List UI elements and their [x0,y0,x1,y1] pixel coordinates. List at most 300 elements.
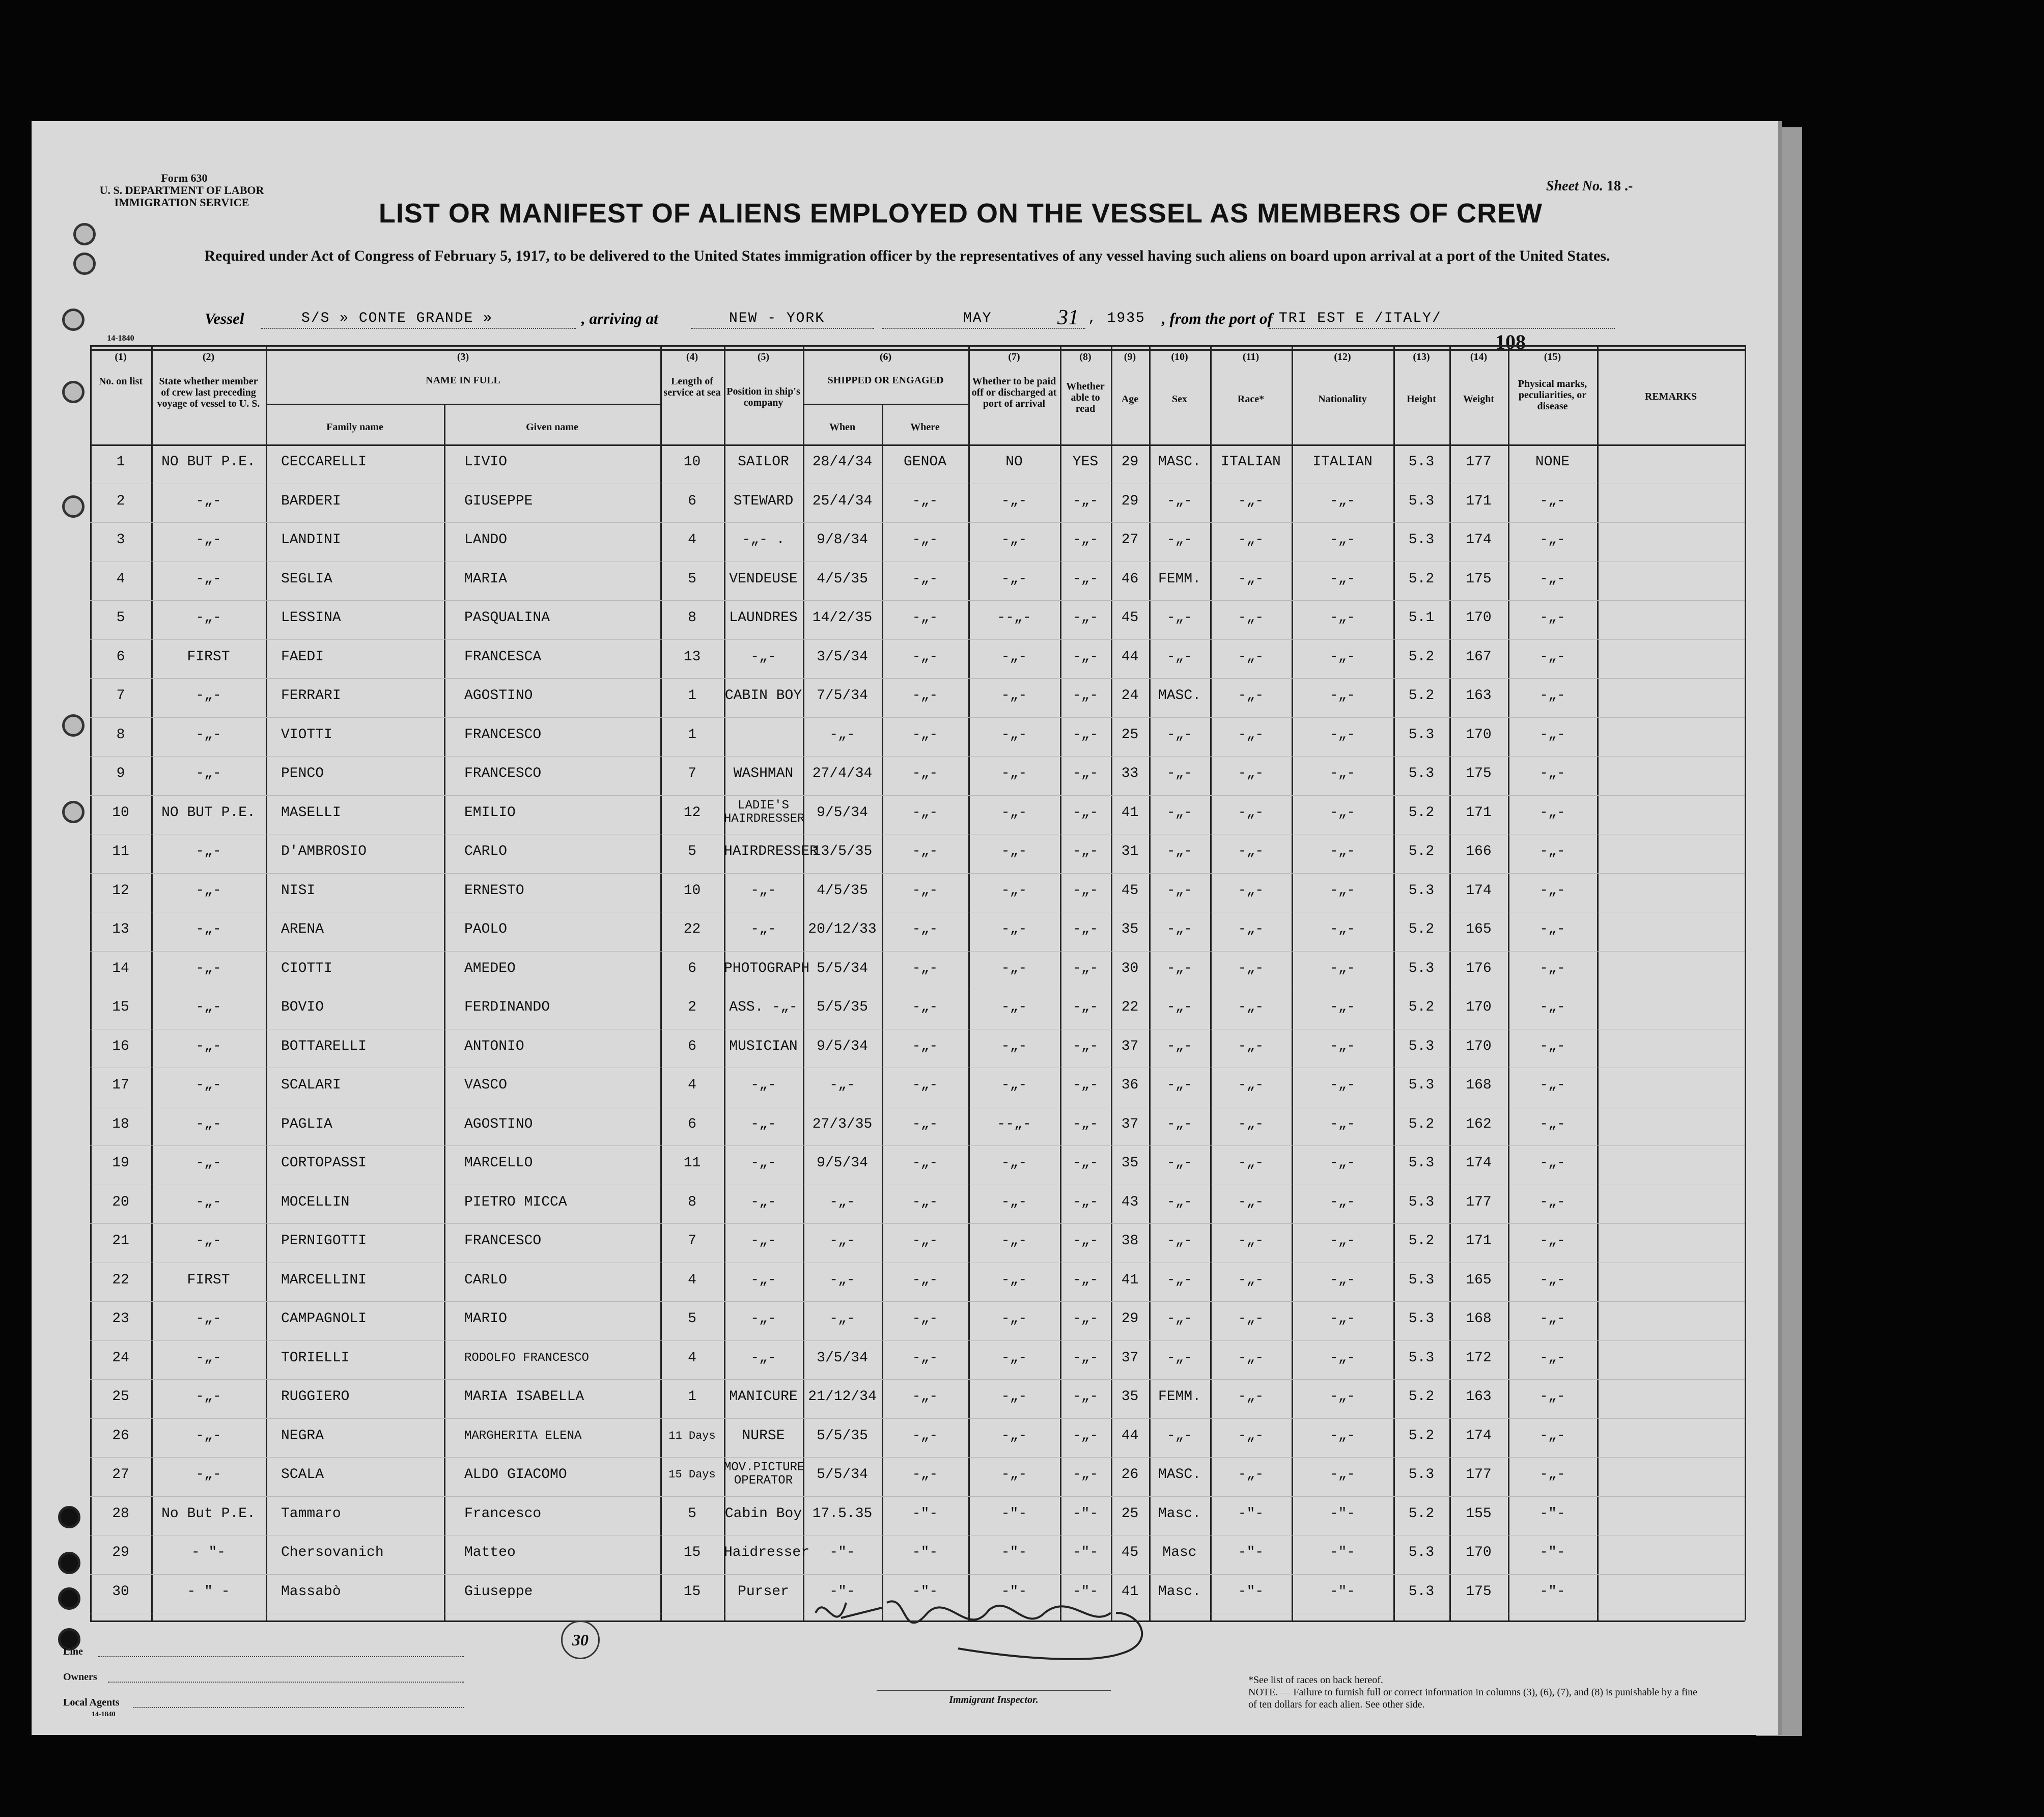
cell-age: 35 [1121,921,1139,937]
cell-read: YES [1072,454,1099,470]
cell-race: -„- [1238,649,1264,665]
cell-when: 27/3/35 [812,1116,873,1132]
colhead-remarks: REMARKS [1644,391,1697,402]
cell-weight: 175 [1466,571,1492,587]
cell-marks: -„- [1539,493,1565,509]
cell-nat: -„- [1329,844,1356,859]
cell-height: 5.2 [1408,844,1435,859]
vessel-underline [261,328,576,329]
cell-marks: -„- [1539,1428,1565,1444]
cell-state: -„- [195,532,221,548]
cell-sex: -„- [1166,1233,1193,1249]
cell-age: 45 [1121,610,1139,626]
cell-weight: 171 [1466,493,1492,509]
cell-when: 5/5/34 [817,960,868,976]
cell-height: 5.1 [1408,610,1435,626]
row-rule [90,522,1745,523]
cell-race: -„- [1238,882,1264,899]
cell-family: Tammaro [281,1505,341,1522]
cell-height: 5.2 [1408,921,1435,937]
cell-when: 21/12/34 [808,1389,877,1405]
cell-age: 25 [1121,726,1139,743]
colhead-state: State whether member of crew last preceding voyage of vessel to U. S. [157,376,260,409]
cell-no: 11 [112,844,129,859]
cell-where: -„- [912,1038,938,1054]
table-border [90,349,1745,351]
cell-when: 20/12/33 [808,921,877,937]
cell-sex: -„- [1166,1116,1193,1132]
cell-race: -„- [1238,1311,1264,1327]
cell-state: -„- [195,726,221,743]
cell-weight: 167 [1466,649,1492,665]
cell-service: 22 [683,921,701,937]
cell-where: -"- [912,1505,938,1522]
cell-where: -„- [912,766,938,781]
cell-sex: -„- [1166,649,1193,665]
cell-read: -„- [1072,1155,1099,1171]
cell-state: -„- [195,921,221,937]
cell-position: -„- [750,1155,776,1171]
cell-given: VASCO [464,1077,508,1093]
cell-when: 9/5/34 [817,804,868,821]
cell-race: -„- [1238,921,1264,937]
cell-height: 5.3 [1408,1038,1435,1054]
cell-height: 5.2 [1408,1389,1435,1405]
cell-race: -„- [1238,999,1264,1015]
cell-position: -„- [750,1194,776,1210]
colhead-marks: Physical marks, peculiarities, or disease [1518,378,1587,412]
cell-family: CIOTTI [281,960,332,976]
cell-paid: --„- [997,1116,1031,1132]
cell-position: -„- [750,1116,776,1132]
cell-family: CECCARELLI [281,454,367,470]
cell-weight: 174 [1466,1155,1492,1171]
cell-when: 28/4/34 [812,454,873,470]
cell-no: 9 [116,766,125,781]
cell-paid: -„- [1001,532,1027,548]
cell-where: -„- [912,844,938,859]
cell-where: -„- [912,1155,938,1171]
cell-nat: -„- [1329,1194,1356,1210]
cell-state: NO BUT P.E. [161,804,256,821]
cell-service: 2 [688,999,696,1015]
cell-nat: -„- [1329,493,1356,509]
cell-read: -„- [1072,999,1099,1015]
cell-paid: -„- [1001,882,1027,899]
cell-service: 11 Days [668,1429,716,1442]
row-rule [90,951,1745,952]
cell-marks: -„- [1539,804,1565,821]
cell-height: 5.3 [1408,493,1435,509]
date-day: 31 [1057,306,1079,329]
cell-state: -„- [195,1233,221,1249]
cell-given: Matteo [464,1545,516,1560]
cell-where: -„- [912,1428,938,1444]
cell-marks: -"- [1539,1505,1565,1522]
punch-hole [62,495,85,518]
cell-height: 5.3 [1408,1272,1435,1288]
cell-family: PENCO [281,766,324,781]
cell-when: 4/5/35 [817,882,868,899]
colhead-when: When [829,422,856,433]
cell-weight: 174 [1466,1428,1492,1444]
cell-given: FRANCESCO [464,766,542,781]
cell-state: -„- [195,1194,221,1210]
race-note: *See list of races on back hereof. [1248,1674,1383,1686]
cell-service: 6 [688,1038,696,1054]
cell-where: -„- [912,1194,938,1210]
cell-service: 4 [688,1350,696,1366]
cell-family: BOVIO [281,999,324,1015]
cell-read: -„- [1072,1428,1099,1444]
cell-paid: -„- [1001,844,1027,859]
colhead-family: Family name [326,422,383,433]
cell-state: -„- [195,882,221,899]
crew-table [90,345,1745,1620]
cell-sex: Masc. [1158,1505,1201,1522]
cell-age: 29 [1121,1311,1139,1327]
cell-no: 12 [112,882,129,899]
cell-height: 5.3 [1408,1155,1435,1171]
cell-position: -„- [750,649,776,665]
sheet-label: Sheet No. [1546,178,1603,194]
cell-height: 5.3 [1408,882,1435,899]
cell-where: -„- [912,1311,938,1327]
cell-given: RODOLFO FRANCESCO [464,1351,589,1365]
cell-nat: -„- [1329,882,1356,899]
cell-weight: 170 [1466,726,1492,743]
colnum-4: (4) [686,351,698,362]
cell-service: 8 [688,610,696,626]
cell-where: -„- [912,1272,938,1288]
row-rule [90,717,1745,718]
footer-line-label: Line [63,1646,83,1657]
cell-position: CABIN BOY [724,688,802,704]
cell-age: 41 [1121,1272,1139,1288]
cell-where: -„- [912,493,938,509]
cell-service: 4 [688,1272,696,1288]
cell-marks: -„- [1539,999,1565,1015]
cell-age: 29 [1121,493,1139,509]
cell-height: 5.3 [1408,1583,1435,1600]
cell-race: -„- [1238,1467,1264,1483]
cell-paid: -„- [1001,1389,1027,1405]
cell-read: -„- [1072,571,1099,587]
cell-weight: 177 [1466,1467,1492,1483]
cell-marks: -„- [1539,1194,1565,1210]
cell-position: -„- [750,1077,776,1093]
cell-paid: -„- [1001,1467,1027,1483]
cell-marks: -„- [1539,882,1565,899]
cell-race: -„- [1238,844,1264,859]
cell-nat: -„- [1329,1467,1356,1483]
cell-state: No But P.E. [161,1505,256,1522]
cell-height: 5.3 [1408,454,1435,470]
row-rule [90,1379,1745,1380]
cell-given: CARLO [464,844,508,859]
cell-given: MARIO [464,1311,508,1327]
cell-height: 5.3 [1408,960,1435,976]
cell-sex: -„- [1166,532,1193,548]
cell-state: -„- [195,1038,221,1054]
colhead-paid: Whether to be paid off or discharged at port of arrival [971,376,1057,409]
cell-marks: -„- [1539,1038,1565,1054]
cell-age: 24 [1121,688,1139,704]
cell-service: 15 [683,1583,701,1600]
cell-position: HAIRDRESSER [724,844,818,859]
cell-service: 8 [688,1194,696,1210]
cell-race: -„- [1238,571,1264,587]
cell-state: -„- [195,493,221,509]
cell-race: -"- [1238,1545,1264,1560]
cell-height: 5.3 [1408,1077,1435,1093]
cell-race: -„- [1238,610,1264,626]
cell-read: -"- [1072,1545,1099,1560]
cell-sex: -„- [1166,921,1193,937]
table-border [90,345,1745,347]
cell-read: -„- [1072,921,1099,937]
cell-age: 33 [1121,766,1139,781]
punch-hole [58,1587,80,1610]
cell-race: ITALIAN [1221,454,1281,470]
cell-age: 35 [1121,1155,1139,1171]
colnum-3: (3) [457,351,469,362]
cell-when: -„- [829,1194,855,1210]
cell-weight: 177 [1466,1194,1492,1210]
cell-when: -„- [829,1311,855,1327]
cell-where: -„- [912,1116,938,1132]
cell-nat: -„- [1329,1116,1356,1132]
cell-marks: -„- [1539,571,1565,587]
cell-sex: MASC. [1158,454,1201,470]
cell-when: 13/5/35 [812,844,873,859]
cell-age: 30 [1121,960,1139,976]
row-rule [90,1145,1745,1146]
from-label: , from the port of [1162,310,1273,327]
cell-position: MUSICIAN [729,1038,798,1054]
cell-given: PAOLO [464,921,508,937]
vessel-value: S/S » CONTE GRANDE » [301,311,493,326]
cell-age: 36 [1121,1077,1139,1093]
cell-marks: -„- [1539,1350,1565,1366]
cell-when: 14/2/35 [812,610,873,626]
colhead-nationality: Nationality [1318,394,1367,405]
cell-paid: -„- [1001,1038,1027,1054]
cell-state: -„- [195,688,221,704]
cell-family: BARDERI [281,493,341,509]
cell-where: -„- [912,1389,938,1405]
cell-nat: -"- [1329,1505,1356,1522]
cell-family: Chersovanich [281,1545,384,1560]
cell-when: 7/5/34 [817,688,868,704]
row-rule [90,1496,1745,1497]
cell-read: -„- [1072,493,1099,509]
colhead-given: Given name [526,422,578,433]
row-rule [90,1457,1745,1458]
cell-sex: -„- [1166,999,1193,1015]
cell-height: 5.3 [1408,1311,1435,1327]
cell-state: - "- [191,1545,226,1560]
colnum-13: (13) [1413,351,1430,362]
colnum-1: (1) [115,351,127,362]
cell-paid: -„- [1001,1233,1027,1249]
colhead-position: Position in ship's company [726,386,800,408]
cell-marks: NONE [1535,454,1570,470]
cell-family: CORTOPASSI [281,1155,367,1171]
cell-age: 22 [1121,999,1139,1015]
cell-marks: -"- [1539,1545,1565,1560]
cell-family: SCALARI [281,1077,341,1093]
cell-race: -"- [1238,1505,1264,1522]
punch-hole [73,253,96,275]
cell-no: 6 [116,649,125,665]
cell-given: AMEDEO [464,960,516,976]
row-rule [90,795,1745,796]
cell-where: -„- [912,688,938,704]
cell-read: -"- [1072,1583,1099,1600]
cell-position: PHOTOGRAPH [724,960,810,976]
cell-no: 30 [112,1583,129,1600]
cell-state: -„- [195,1077,221,1093]
cell-where: -„- [912,1233,938,1249]
cell-state: NO BUT P.E. [161,454,256,470]
cell-read: -"- [1072,1505,1099,1522]
cell-race: -„- [1238,960,1264,976]
cell-race: -„- [1238,804,1264,821]
cell-where: -„- [912,726,938,743]
cell-paid: -„- [1001,1272,1027,1288]
cell-where: -„- [912,960,938,976]
cell-weight: 155 [1466,1505,1492,1522]
cell-weight: 170 [1466,610,1492,626]
form-number: Form 630 [161,172,208,184]
cell-race: -„- [1238,1194,1264,1210]
cell-read: -„- [1072,1194,1099,1210]
cell-marks: -„- [1539,1116,1565,1132]
cell-age: 37 [1121,1116,1139,1132]
colhead-read: Whether able to read [1066,381,1105,414]
cell-where: -"- [912,1583,938,1600]
cell-sex: -„- [1166,1311,1193,1327]
cell-weight: 177 [1466,454,1492,470]
cell-height: 5.3 [1408,532,1435,548]
cell-sex: MASC. [1158,1467,1201,1483]
cell-paid: -„- [1001,766,1027,781]
cell-service: 12 [683,804,701,821]
cell-family: SEGLIA [281,571,332,587]
cell-state: -„- [195,960,221,976]
cell-service: 1 [688,1389,696,1405]
cell-height: 5.3 [1408,1545,1435,1560]
cell-marks: -„- [1539,844,1565,859]
footer-code: 14-1840 [92,1711,116,1718]
cell-marks: -„- [1539,532,1565,548]
colnum-10: (10) [1171,351,1188,362]
cell-age: 35 [1121,1389,1139,1405]
cell-weight: 168 [1466,1311,1492,1327]
cell-given: PIETRO MICCA [464,1194,567,1210]
cell-service: 7 [688,766,696,781]
colhead-no: No. on list [98,376,143,387]
cell-weight: 174 [1466,532,1492,548]
cell-service: 15 [683,1545,701,1560]
cell-no: 7 [116,688,125,704]
cell-family: LESSINA [281,610,341,626]
cell-weight: 163 [1466,688,1492,704]
cell-read: -„- [1072,532,1099,548]
cell-nat: -„- [1329,1233,1356,1249]
cell-family: CAMPAGNOLI [281,1311,367,1327]
cell-height: 5.3 [1408,1350,1435,1366]
inspector-label: Immigrant Inspector. [949,1694,1039,1706]
cell-weight: 165 [1466,1272,1492,1288]
cell-paid: --„- [997,610,1031,626]
cell-no: 4 [116,571,125,587]
cell-family: LANDINI [281,532,341,548]
cell-sex: -„- [1166,960,1193,976]
cell-marks: -„- [1539,610,1565,626]
cell-family: MOCELLIN [281,1194,350,1210]
cell-position: VENDEUSE [729,571,798,587]
colnum-15: (15) [1544,351,1561,362]
cell-position: SAILOR [738,454,789,470]
col-divider [1597,345,1599,1620]
cell-state: -„- [195,999,221,1015]
cell-read: -„- [1072,649,1099,665]
cell-position: -„- [750,882,776,899]
cell-position: Purser [738,1583,789,1600]
cell-state: -„- [195,1389,221,1405]
arriving-underline [691,328,874,329]
cell-service: 1 [688,726,696,743]
cell-service: 10 [683,882,701,899]
cell-position: Cabin Boy [724,1505,802,1522]
cell-read: -„- [1072,1116,1099,1132]
cell-family: RUGGIERO [281,1389,350,1405]
row-rule [90,678,1745,679]
cell-paid: -"- [1001,1545,1027,1560]
cell-family: SCALA [281,1467,324,1483]
cell-weight: 170 [1466,999,1492,1015]
cell-given: LANDO [464,532,508,548]
cell-where: -„- [912,649,938,665]
cell-family: FERRARI [281,688,341,704]
cell-position: MANICURE [729,1389,798,1405]
footer-agents-rule [133,1707,464,1708]
punch-hole [58,1552,80,1574]
cell-where: GENOA [903,454,946,470]
cell-family: NEGRA [281,1428,324,1444]
cell-paid: -„- [1001,960,1027,976]
cell-service: 10 [683,454,701,470]
cell-race: -„- [1238,1389,1264,1405]
cell-age: 44 [1121,1428,1139,1444]
cell-paid: -"- [1001,1505,1027,1522]
punch-hole [58,1506,80,1528]
cell-age: 37 [1121,1038,1139,1054]
cell-height: 5.2 [1408,1116,1435,1132]
cell-marks: -„- [1539,1077,1565,1093]
cell-age: 27 [1121,532,1139,548]
sheet-value: 18 .- [1607,178,1633,194]
cell-where: -„- [912,610,938,626]
cell-state: -„- [195,1467,221,1483]
cell-weight: 168 [1466,1077,1492,1093]
cell-race: -„- [1238,1272,1264,1288]
date-month: MAY [963,311,992,326]
cell-marks: -„- [1539,1389,1565,1405]
colhead-race: Race* [1237,394,1265,405]
